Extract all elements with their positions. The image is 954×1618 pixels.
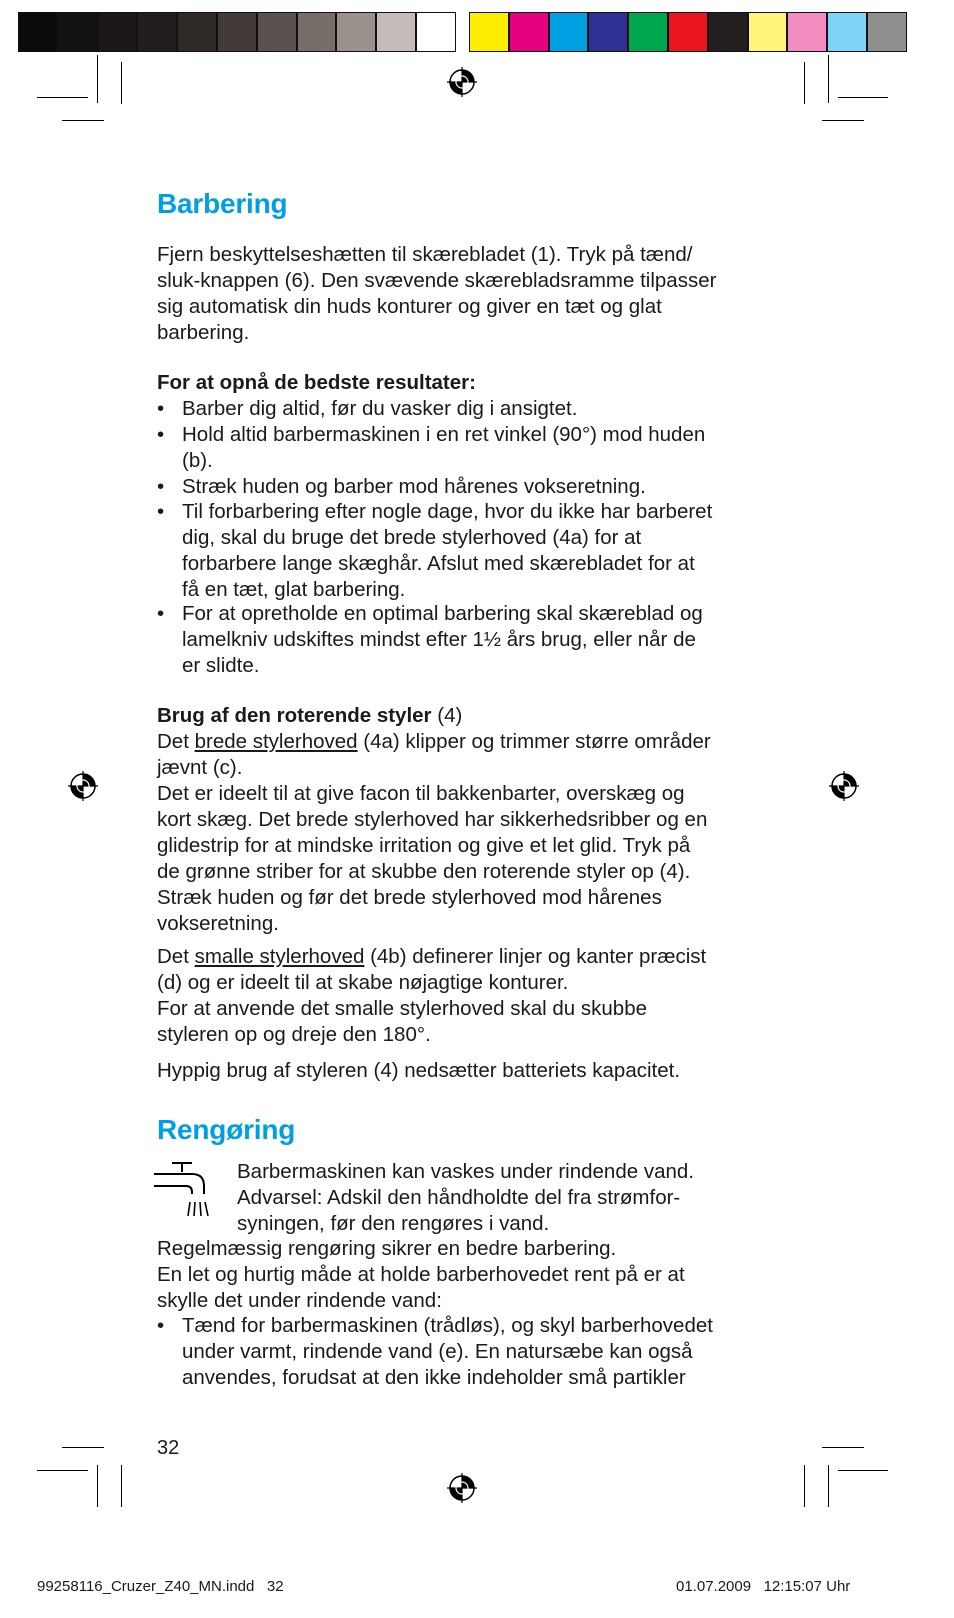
narrow-prefix: Det: [157, 945, 195, 968]
crop-mark: [62, 120, 104, 121]
registration-mark-icon: [447, 1473, 477, 1503]
crop-mark: [37, 97, 88, 98]
bullet-icon: •: [157, 397, 165, 420]
footer-file: 99258116_Cruzer_Z40_MN.indd 32: [37, 1578, 284, 1595]
water-note: Barbermaskinen kan vaskes under rindende vand. Advarsel: Adskil den håndholdte del fra strømfor- syningen, før den rengøres i vand.: [237, 1160, 694, 1235]
narrow-styler-term: smalle stylerhoved: [194, 945, 365, 968]
wide-styler-paragraph: [157, 729, 807, 937]
color-swatch: [416, 12, 456, 52]
color-bar: [469, 12, 907, 52]
tips-heading: [157, 370, 807, 396]
wide-styler-term: brede stylerhoved: [194, 730, 358, 753]
color-swatch: [18, 12, 58, 52]
color-swatch: [787, 12, 827, 52]
bullet-icon: •: [157, 500, 165, 523]
color-swatch: [549, 12, 589, 52]
crop-mark: [828, 1465, 829, 1507]
shaving-intro: Fjern beskyttelseshætten til skærebladet (1). Tryk på tænd/ sluk-knappen (6). Den svævende skærebladsramme tilpasser sig automatisk din huds konturer og giver en tæt og glat barbering.: [157, 243, 717, 344]
crop-mark: [838, 97, 888, 98]
crop-mark: [822, 1447, 864, 1448]
bullet-icon: •: [157, 1314, 165, 1337]
crop-mark: [97, 55, 98, 103]
color-swatch: [336, 12, 376, 52]
color-swatch: [588, 12, 628, 52]
crop-mark: [804, 62, 805, 104]
bullet-icon: •: [157, 602, 165, 625]
color-swatch: [257, 12, 297, 52]
color-swatch: [628, 12, 668, 52]
wide-prefix: Det: [157, 730, 195, 753]
cleaning-bullet-text: Tænd for barbermaskinen (trådløs), og skyl barberhovedet under varmt, rindende vand (e). En natursæbe kan også anvendes, forudsat at den ikke indeholder små partikler: [182, 1314, 713, 1389]
tips-heading-text: For at opnå de bedste resultater:: [157, 371, 476, 394]
color-swatch: [668, 12, 708, 52]
color-swatch: [748, 12, 788, 52]
tip-text: For at opretholde en optimal barbering skal skæreblad og lamelkniv udskiftes mindst efter 1½ års brug, eller når de er slidte.: [182, 602, 703, 677]
crop-mark: [62, 1447, 104, 1448]
color-swatch: [376, 12, 416, 52]
narrow-styler-text: (4b) definerer linjer og kanter præcist (d) og er ideelt til at skabe nøjagtige konturer. For at anvende det smalle stylerhoved skal du skubbe styleren op og dreje den 180°.: [157, 945, 707, 1046]
section-title-cleaning: Rengøring: [157, 1114, 296, 1145]
tip-text: Stræk huden og barber mod hårenes vokseretning.: [182, 475, 646, 498]
color-swatch: [177, 12, 217, 52]
crop-mark: [121, 1465, 122, 1507]
tip-text: Til forbarbering efter nogle dage, hvor du ikke har barberet dig, skal du bruge det brede stylerhoved (4a) for at forbarbere lange skæghår. Afslut med skærebladet for at få en tæt, glat barbering.: [182, 500, 713, 601]
color-swatch: [827, 12, 867, 52]
bullet-icon: •: [157, 423, 165, 446]
color-swatch: [509, 12, 549, 52]
styler-heading: [157, 703, 807, 729]
crop-mark: [822, 120, 864, 121]
page-number: 32: [157, 1437, 180, 1459]
crop-mark: [828, 55, 829, 103]
cleaning-body: Regelmæssig rengøring sikrer en bedre barbering. En let og hurtig måde at holde barberhovedet rent på er at skylle det under rindende vand:: [157, 1237, 685, 1312]
registration-mark-icon: [829, 771, 859, 801]
wide-styler-text: (4a) klipper og trimmer større områder jævnt (c). Det er ideelt til at give facon til bakkenbarter, overskæg og kort skæg. Det brede stylerhoved har sikkerhedsribber og en glidestrip for at mindske irritation og give et let glid. Tryk på de grønne striber for at skubbe den roterende styler op (4). Stræk huden og før det brede stylerhoved mod hårenes vokseretning.: [157, 730, 711, 935]
section-title-shaving: Barbering: [157, 188, 288, 219]
color-swatch: [217, 12, 257, 52]
styler-heading-suffix: (4): [431, 704, 463, 727]
color-swatch: [137, 12, 177, 52]
registration-mark-icon: [68, 771, 98, 801]
styler-heading-bold: Brug af den roterende styler: [157, 704, 432, 727]
color-swatch: [58, 12, 98, 52]
color-swatch: [297, 12, 337, 52]
battery-note: Hyppig brug af styleren (4) nedsætter batteriets kapacitet.: [157, 1059, 681, 1082]
crop-mark: [37, 1470, 88, 1471]
tip-text: Hold altid barbermaskinen i en ret vinkel (90°) mod huden (b).: [182, 423, 706, 472]
crop-mark: [804, 1465, 805, 1507]
registration-mark-icon: [447, 67, 477, 97]
color-swatch: [469, 12, 509, 52]
narrow-styler-paragraph: [157, 944, 807, 1048]
water-tap-icon: [152, 1160, 214, 1222]
footer-timestamp: 01.07.2009 12:15:07 Uhr: [676, 1578, 851, 1595]
crop-mark: [121, 62, 122, 104]
bullet-icon: •: [157, 475, 165, 498]
tip-text: Barber dig altid, før du vasker dig i ansigtet.: [182, 397, 578, 420]
crop-mark: [97, 1465, 98, 1507]
grayscale-bar: [18, 12, 456, 52]
color-swatch: [867, 12, 907, 52]
crop-mark: [838, 1470, 888, 1471]
color-swatch: [708, 12, 748, 52]
color-swatch: [98, 12, 138, 52]
